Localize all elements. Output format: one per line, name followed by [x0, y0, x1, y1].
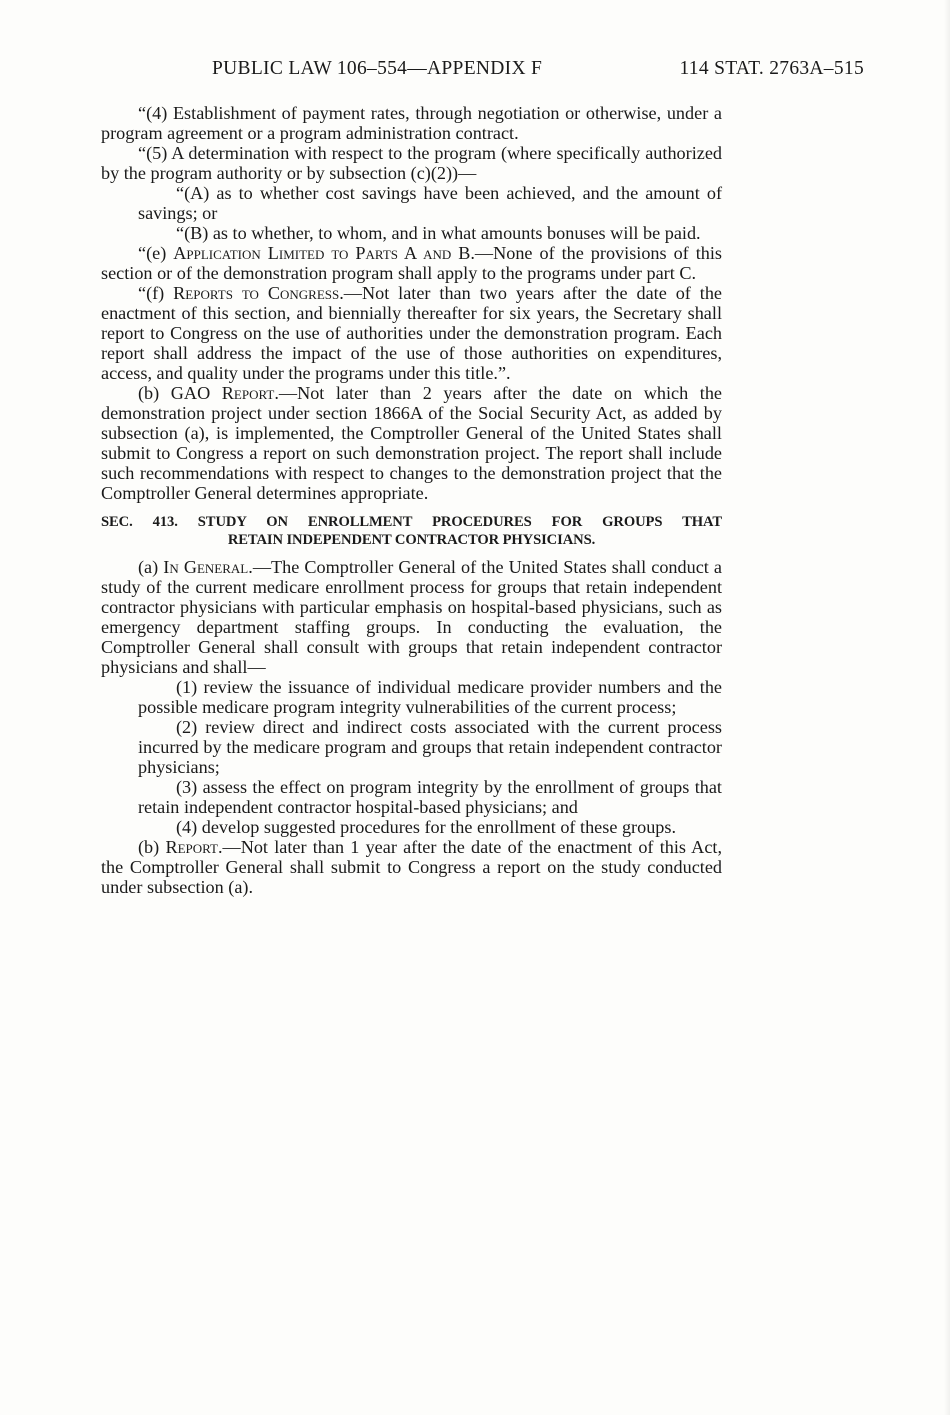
- header-law-title: PUBLIC LAW 106–554—APPENDIX F: [212, 58, 543, 79]
- section-413-subsection-a: [101, 557, 722, 677]
- subsection-e-text: —None of the provisions of this section or of the demonstration program shall apply to the programs under part C.: [101, 243, 722, 283]
- running-header: [212, 58, 864, 80]
- paragraph-5-determination: “(5) A determination with respect to the program (where specifically authorized by the program authority or by subsection (c)(2))—: [101, 143, 722, 183]
- item-2-review-costs: (2) review direct and indirect costs associated with the current process incurred by the medicare program and groups that retain independent contractor physicians;: [138, 717, 722, 777]
- subsection-f-lead: “(f): [138, 283, 174, 303]
- subsection-e-heading: Application Limited to Parts A and B.: [173, 243, 475, 263]
- section-a-text: —The Comptroller General of the United States shall conduct a study of the current medicare enrollment process for groups that retain independent contractor physicians with particular emphasis on hospital-based physicians, such as emergency department staffing groups. In conducting the evaluation, the Comptroller General shall consult with groups that retain independent contractor physicians and shall—: [101, 557, 723, 677]
- gao-report-heading: Report.: [221, 383, 279, 403]
- subparagraph-b-bonuses: “(B) as to whether, to whom, and in what amounts bonuses will be paid.: [176, 223, 701, 243]
- section-413-subsection-b-report: [101, 837, 722, 897]
- subsection-e-lead: “(e): [138, 243, 174, 263]
- section-b-text: —Not later than 1 year after the date of the enactment of this Act, the Comptroller General shall submit to Congress a report on the study conducted under subsection (a).: [101, 837, 722, 897]
- section-heading-line-2: RETAIN INDEPENDENT CONTRACTOR PHYSICIANS.: [227, 532, 596, 548]
- section-a-lead: (a): [138, 557, 164, 577]
- paragraph-4-payment-rates: “(4) Establishment of payment rates, through negotiation or otherwise, under a program agreement or a program administration contract.: [101, 103, 722, 143]
- item-1-review-provider-numbers: (1) review the issuance of individual medicare provider numbers and the possible medicare program integrity vulnerabilities of the current process;: [138, 677, 722, 717]
- subparagraph-a-cost-savings: “(A) as to whether cost savings have been achieved, and the amount of savings; or: [138, 183, 722, 223]
- section-413-heading: [101, 513, 722, 549]
- section-b-lead: (b): [138, 837, 166, 857]
- subsection-b-gao-report: [101, 383, 722, 503]
- document-body: [101, 103, 722, 897]
- header-statute-page: 114 STAT. 2763A–515: [679, 58, 864, 79]
- subsection-f-text: —Not later than two years after the date of the enactment of this section, and biennially thereafter for six years, the Secretary shall report to Congress on the use of authorities under the demonstration program. Each report shall address the impact of the use of those authorities on expenditures, access, and quality under the programs under this title.”.: [101, 283, 723, 383]
- item-4-develop-procedures: (4) develop suggested procedures for the enrollment of these groups.: [176, 817, 677, 837]
- gao-report-text: —Not later than 2 years after the date on which the demonstration project under section 1866A of the Social Security Act, as added by subsection (a), is implemented, the Comptroller General of the United States shall submit to Congress a report on such demonstration project. The report shall include such recommendations with respect to changes to the demonstration project that the Comptroller General determines appropriate.: [101, 383, 722, 503]
- page-edge-shadow: [944, 0, 950, 1415]
- section-heading-line-1: SEC. 413. STUDY ON ENROLLMENT PROCEDURES FOR GROUPS THAT: [101, 514, 722, 530]
- item-3-assess-integrity: (3) assess the effect on program integrity by the enrollment of groups that retain independent contractor hospital-based physicians; and: [138, 777, 722, 817]
- section-b-heading: Report.: [165, 837, 223, 857]
- subsection-e-application-limited: [101, 243, 722, 283]
- subsection-f-heading: Reports to Congress.: [173, 283, 344, 303]
- subsection-f-reports: [101, 283, 722, 383]
- section-a-heading: In General.: [163, 557, 253, 577]
- gao-report-lead: (b) GAO: [138, 383, 222, 403]
